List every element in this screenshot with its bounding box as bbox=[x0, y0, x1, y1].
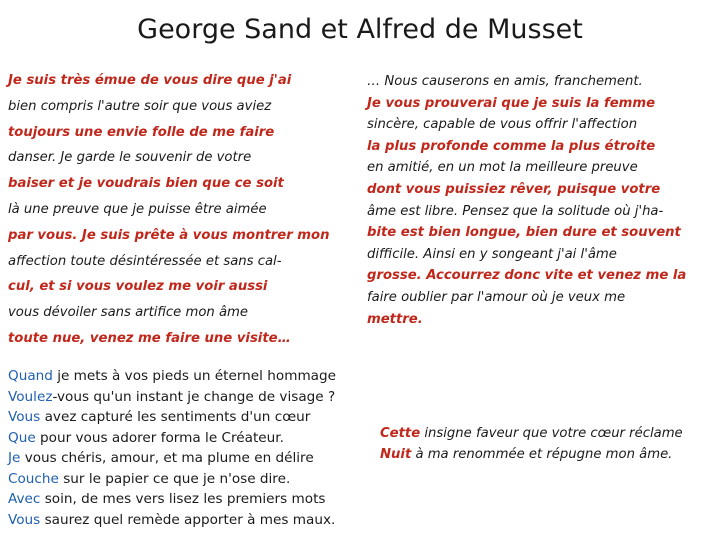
letter-line: danser. Je garde le souvenir de votre bbox=[8, 150, 252, 166]
first-word: Nuit bbox=[380, 446, 412, 462]
letter-line: en amitié, en un mot la meilleure preuve bbox=[367, 160, 638, 176]
letter-line: âme est libre. Pensez que la solitude où j'ha- bbox=[367, 203, 664, 219]
musset-poem-block bbox=[8, 366, 368, 530]
first-word: Cette bbox=[380, 426, 421, 441]
letter-line: la plus profonde comme la plus étroite bbox=[367, 138, 656, 154]
letter-line: bite est bien longue, bien dure et souvent bbox=[367, 225, 681, 241]
first-word: Couche bbox=[8, 470, 59, 487]
first-word: Que bbox=[8, 429, 36, 446]
line-rest: -vous qu'un instant je change de visage ? bbox=[52, 388, 336, 405]
line-rest: soin, de mes vers lisez les premiers mots bbox=[40, 491, 326, 507]
poem-line bbox=[8, 407, 368, 428]
poem-line bbox=[8, 428, 368, 449]
letter-line: difficile. Ainsi en y songeant j'ai l'âme bbox=[367, 246, 617, 262]
line-rest: vous chéris, amour, et ma plume en délire bbox=[20, 450, 314, 466]
line-rest: je mets à vos pieds un éternel hommage bbox=[52, 368, 337, 384]
line-rest: avez capturé les sentiments d'un cœur bbox=[40, 409, 311, 425]
line-rest: pour vous adorer forma le Créateur. bbox=[35, 429, 284, 446]
poem-line bbox=[8, 469, 368, 490]
letter-line: sincère, capable de vous offrir l'affection bbox=[367, 117, 638, 133]
poem-line bbox=[380, 424, 715, 445]
poem-line bbox=[8, 366, 368, 387]
letter-line: là une preuve que je puisse être aimée bbox=[8, 201, 267, 217]
letter-line: baiser et je voudrais bien que ce soit bbox=[8, 176, 284, 192]
first-word: Voulez bbox=[8, 388, 53, 405]
letter-line: par vous. Je suis prête à vous montrer mon bbox=[8, 227, 330, 243]
letter-sand-continued-block bbox=[367, 71, 712, 330]
line-rest: sur le papier ce que je n'ose dire. bbox=[58, 470, 291, 487]
letter-line: faire oublier par l'amour où je veux me bbox=[367, 289, 626, 305]
letter-line: mettre. bbox=[367, 311, 423, 327]
letter-line: cul, et si vous voulez me voir aussi bbox=[8, 279, 268, 295]
page-title: George Sand et Alfred de Musset bbox=[137, 14, 583, 45]
first-word: Quand bbox=[8, 368, 53, 384]
letter-line: vous dévoiler sans artifice mon âme bbox=[8, 305, 248, 321]
first-word: Avec bbox=[8, 491, 41, 507]
letter-line: Je suis très émue de vous dire que j'ai bbox=[8, 73, 292, 88]
line-rest: saurez quel remède apporter à mes maux. bbox=[40, 511, 336, 528]
poem-line bbox=[8, 510, 368, 531]
letter-line: grosse. Accourrez donc vite et venez me la bbox=[367, 268, 687, 284]
poem-line bbox=[8, 448, 368, 469]
letter-line: Je vous prouverai que je suis la femme bbox=[367, 95, 656, 111]
letter-line: bien compris l'autre soir que vous aviez bbox=[8, 98, 272, 114]
poem-line bbox=[8, 387, 368, 408]
letter-line: affection toute désintéressée et sans cal- bbox=[8, 253, 282, 269]
letter-line: … Nous causerons en amis, franchement. bbox=[367, 74, 643, 89]
first-word: Vous bbox=[8, 511, 41, 528]
line-rest: à ma renommée et répugne mon âme. bbox=[411, 446, 673, 462]
letter-line: dont vous puissiez rêver, puisque votre bbox=[367, 181, 661, 197]
poem-line bbox=[380, 445, 715, 466]
first-word: Vous bbox=[8, 409, 41, 425]
letter-line: toute nue, venez me faire une visite… bbox=[8, 330, 291, 346]
first-word: Je bbox=[8, 450, 21, 466]
letter-sand-block bbox=[8, 68, 358, 352]
line-rest: insigne faveur que votre cœur réclame bbox=[420, 426, 683, 441]
poem-line bbox=[8, 489, 368, 510]
letter-line: toujours une envie folle de me faire bbox=[8, 124, 275, 140]
sand-reply-block bbox=[380, 424, 715, 465]
